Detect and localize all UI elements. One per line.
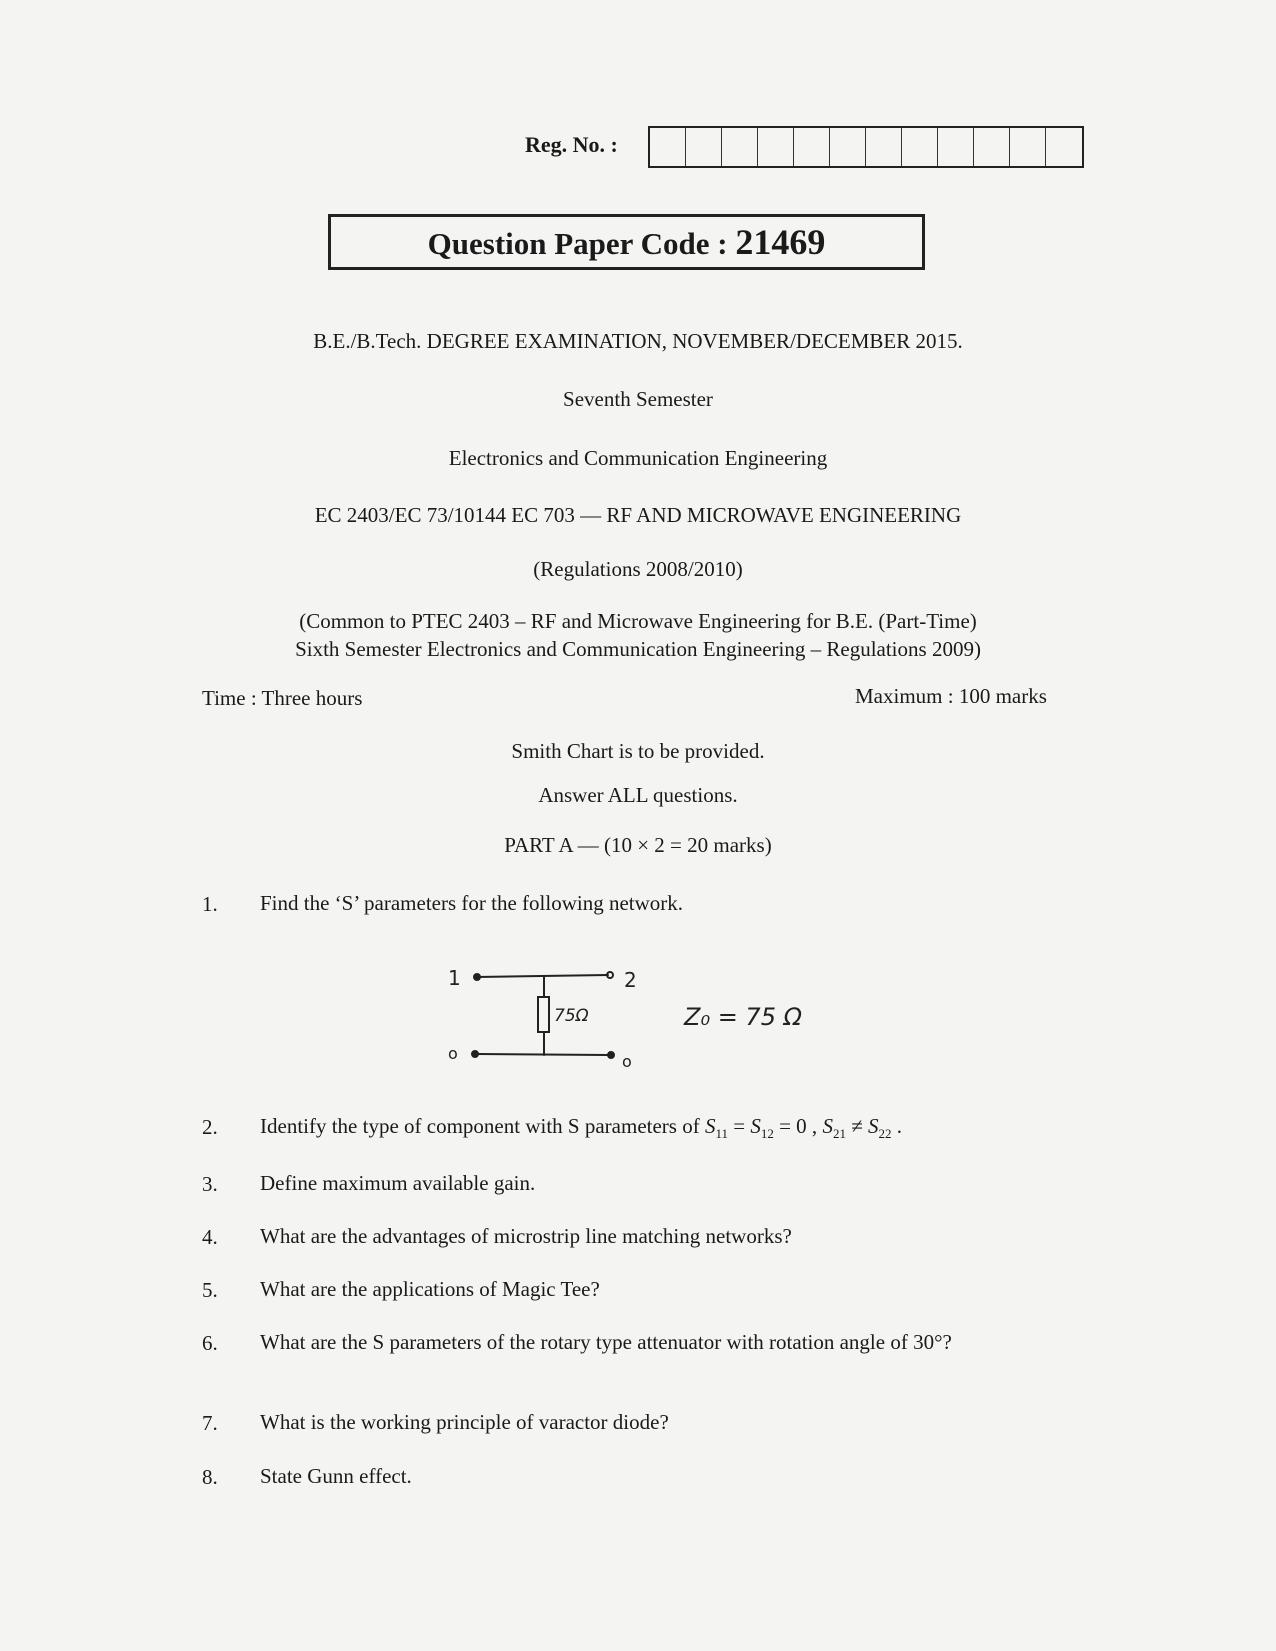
reg-no-digit-box[interactable] [1010, 128, 1046, 166]
reg-no-digit-box[interactable] [794, 128, 830, 166]
paper-code-number: 21469 [735, 222, 826, 262]
question-paper-code-box [328, 214, 925, 270]
paper-code-label: Question Paper Code : [427, 226, 728, 261]
question-number: 3. [202, 1172, 218, 1196]
part-a-heading: PART A — (10 × 2 = 20 marks) [504, 833, 772, 857]
question-text: What are the applications of Magic Tee? [260, 1277, 600, 1301]
semester: Seventh Semester [563, 387, 713, 411]
reg-no-digit-box[interactable] [650, 128, 686, 166]
reg-no-label: Reg. No. : [525, 132, 618, 157]
question-text: Define maximum available gain. [260, 1171, 536, 1195]
question-text: State Gunn effect. [260, 1464, 412, 1488]
reg-no-digit-box[interactable] [938, 128, 974, 166]
reg-no-digit-box[interactable] [830, 128, 866, 166]
s-parameter-expression: $S_{11} = S_{12} = 0$ , $S_{21} \ne S_{22}$ . [704, 1114, 902, 1142]
reg-no-digit-box[interactable] [1046, 128, 1082, 166]
maximum-marks: Maximum : 100 marks [855, 684, 1047, 708]
port-2-label: 2 [624, 968, 637, 992]
reg-no-digit-box[interactable] [722, 128, 758, 166]
regulations: (Regulations 2008/2010) [533, 557, 743, 581]
time-allowed: Time : Three hours [202, 686, 363, 710]
terminal-2-dot [607, 972, 613, 978]
reg-no-digit-box[interactable] [758, 128, 794, 166]
question-number: 4. [202, 1225, 218, 1249]
common-note-line2: Sixth Semester Electronics and Communication Engineering – Regulations 2009) [295, 637, 981, 661]
bottom-wire [477, 1054, 608, 1055]
terminal-ground-right-dot [608, 1052, 614, 1058]
question-number: 6. [202, 1331, 218, 1355]
reg-no-digit-box[interactable] [974, 128, 1010, 166]
question-text: Find the ‘S’ parameters for the following network. [260, 891, 684, 915]
reg-no-digit-box[interactable] [866, 128, 902, 166]
resistor-symbol [538, 997, 549, 1032]
department: Electronics and Communication Engineering [448, 446, 828, 470]
question-text: Identify the type of component with S parameters of [260, 1114, 700, 1138]
exam-title: B.E./B.Tech. DEGREE EXAMINATION, NOVEMBER/DECEMBER 2015. [313, 329, 963, 353]
question-number: 7. [202, 1411, 218, 1435]
characteristic-impedance: Z₀ = 75 Ω [684, 1003, 802, 1031]
top-wire [477, 975, 608, 977]
circuit-diagram [430, 955, 890, 1075]
smith-chart-note: Smith Chart is to be provided. [511, 739, 765, 763]
reg-no-digit-box[interactable] [686, 128, 722, 166]
terminal-ground-dot [472, 1051, 478, 1057]
question-number: 1. [202, 892, 218, 916]
question-text: What are the S parameters of the rotary type attenuator with rotation angle of 30°? [260, 1330, 952, 1354]
reg-no-boxes[interactable] [648, 126, 1084, 168]
question-number: 2. [202, 1115, 218, 1139]
ground-left-label: o [448, 1044, 458, 1063]
course-title: EC 2403/EC 73/10144 EC 703 — RF AND MICROWAVE ENGINEERING [314, 503, 962, 527]
port-1-label: 1 [448, 966, 461, 990]
reg-no-digit-box[interactable] [902, 128, 938, 166]
question-text: What is the working principle of varactor diode? [260, 1410, 669, 1434]
terminal-1-dot [474, 974, 480, 980]
common-note-line1: (Common to PTEC 2403 – RF and Microwave Engineering for B.E. (Part-Time) [299, 609, 977, 633]
question-text: What are the advantages of microstrip line matching networks? [260, 1224, 792, 1248]
answer-instruction: Answer ALL questions. [538, 783, 738, 807]
question-number: 8. [202, 1465, 218, 1489]
resistor-value: 75Ω [554, 1006, 589, 1026]
ground-right-label: o [622, 1052, 632, 1071]
question-text-2 [260, 1112, 1160, 1148]
question-number: 5. [202, 1278, 218, 1302]
